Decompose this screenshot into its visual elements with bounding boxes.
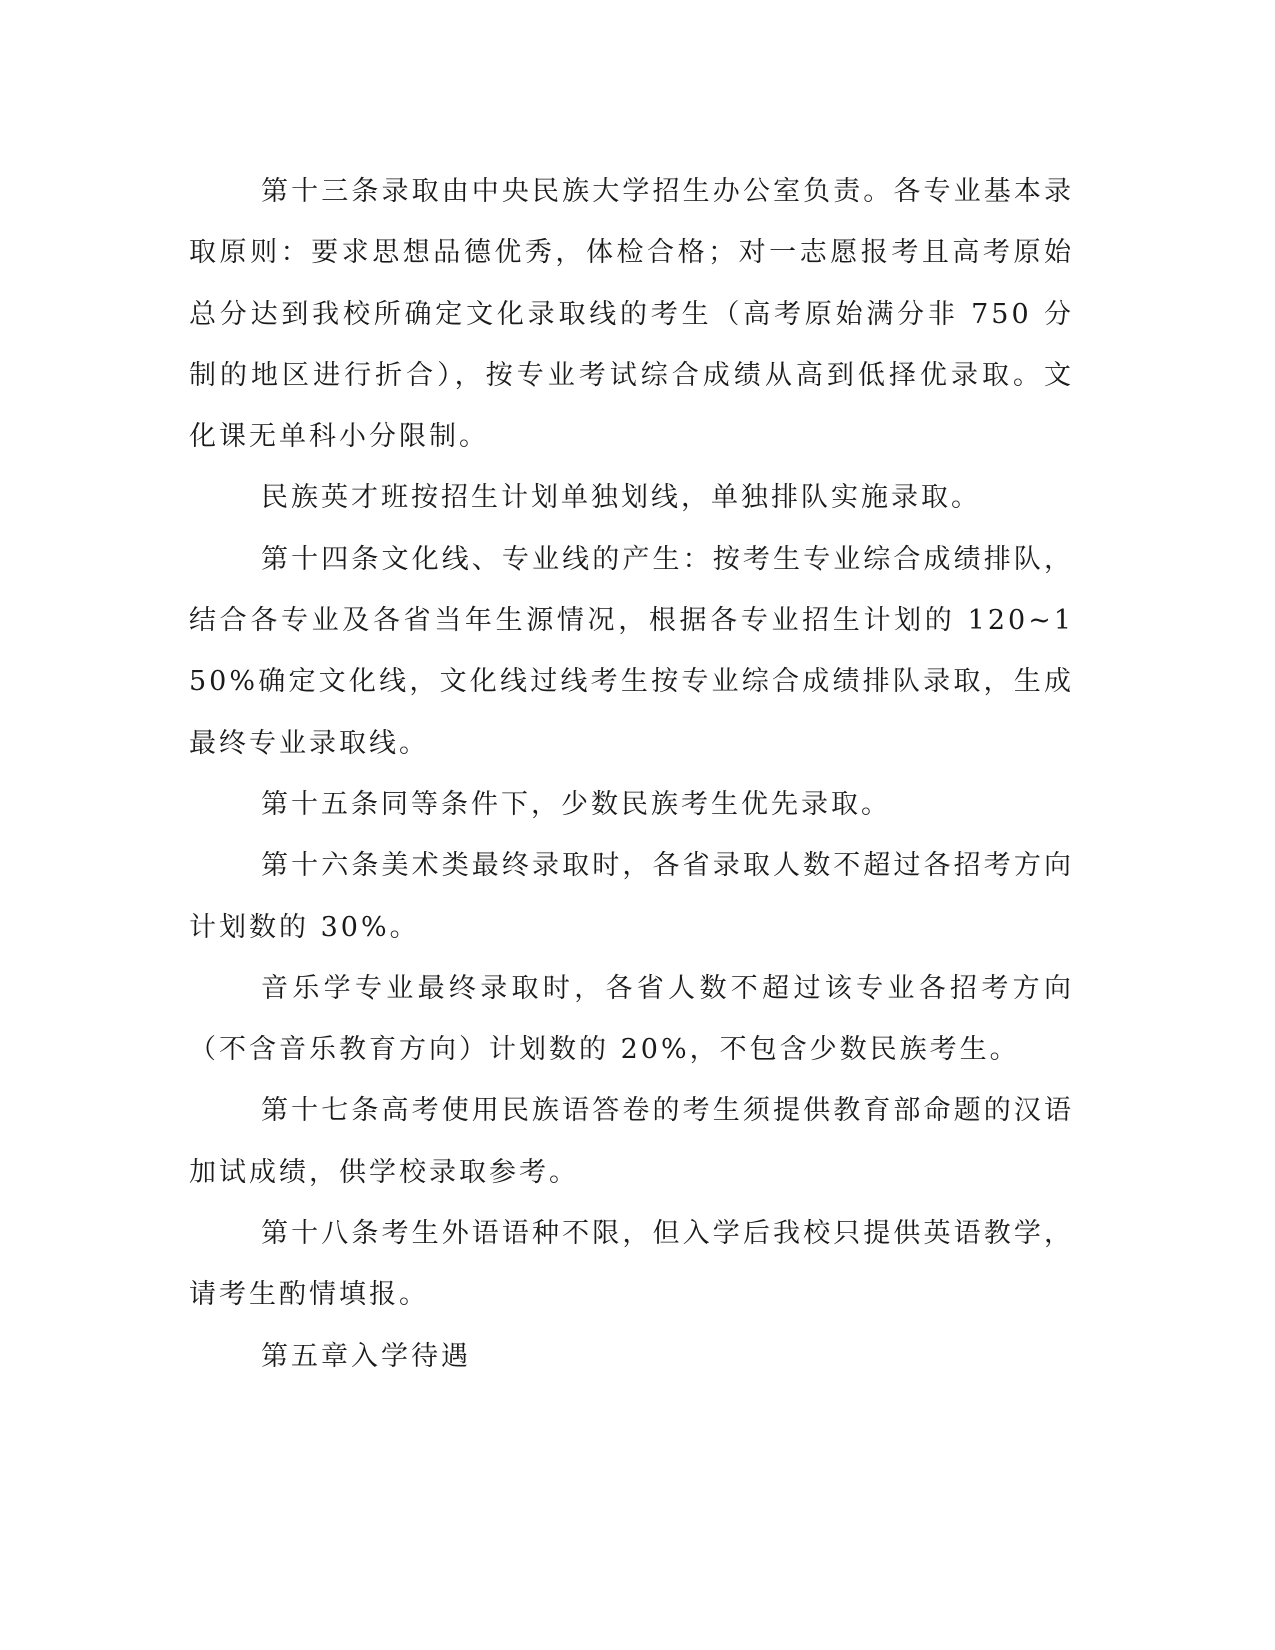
paragraph-article-14: 第十四条文化线、专业线的产生：按考生专业综合成绩排队，结合各专业及各省当年生源情况，根据各专业招生计划的 120~150%确定文化线，文化线过线考生按专业综合成绩排队录取，生成最终专业录取线。 [189,543,1074,759]
paragraph-article-16: 第十六条美术类最终录取时，各省录取人数不超过各招考方向计划数的 30%。 [189,850,1074,943]
paragraph-article-13: 第十三条录取由中央民族大学招生办公室负责。各专业基本录取原则：要求思想品德优秀，体检合格；对一志愿报考且高考原始总分达到我校所确定文化录取线的考生（高考原始满分非 750 分制的地区进行折合），按专业考试综合成绩从高到低择优录取。文化课无单科小分限制。 [189,176,1074,453]
document-body [189,161,1074,1387]
paragraph-music-quota: 音乐学专业最终录取时，各省人数不超过该专业各招考方向（不含音乐教育方向）计划数的 20%，不包含少数民族考生。 [189,972,1074,1066]
paragraph-talent-class: 民族英才班按招生计划单独划线，单独排队实施录取。 [261,482,981,514]
chapter-heading: 第五章入学待遇 [261,1340,471,1372]
paragraph-article-17: 第十七条高考使用民族语答卷的考生须提供教育部命题的汉语加试成绩，供学校录取参考。 [189,1095,1074,1188]
paragraph-article-18: 第十八条考生外语语种不限，但入学后我校只提供英语教学，请考生酌情填报。 [189,1218,1074,1311]
paragraph-article-15: 第十五条同等条件下，少数民族考生优先录取。 [261,788,891,820]
